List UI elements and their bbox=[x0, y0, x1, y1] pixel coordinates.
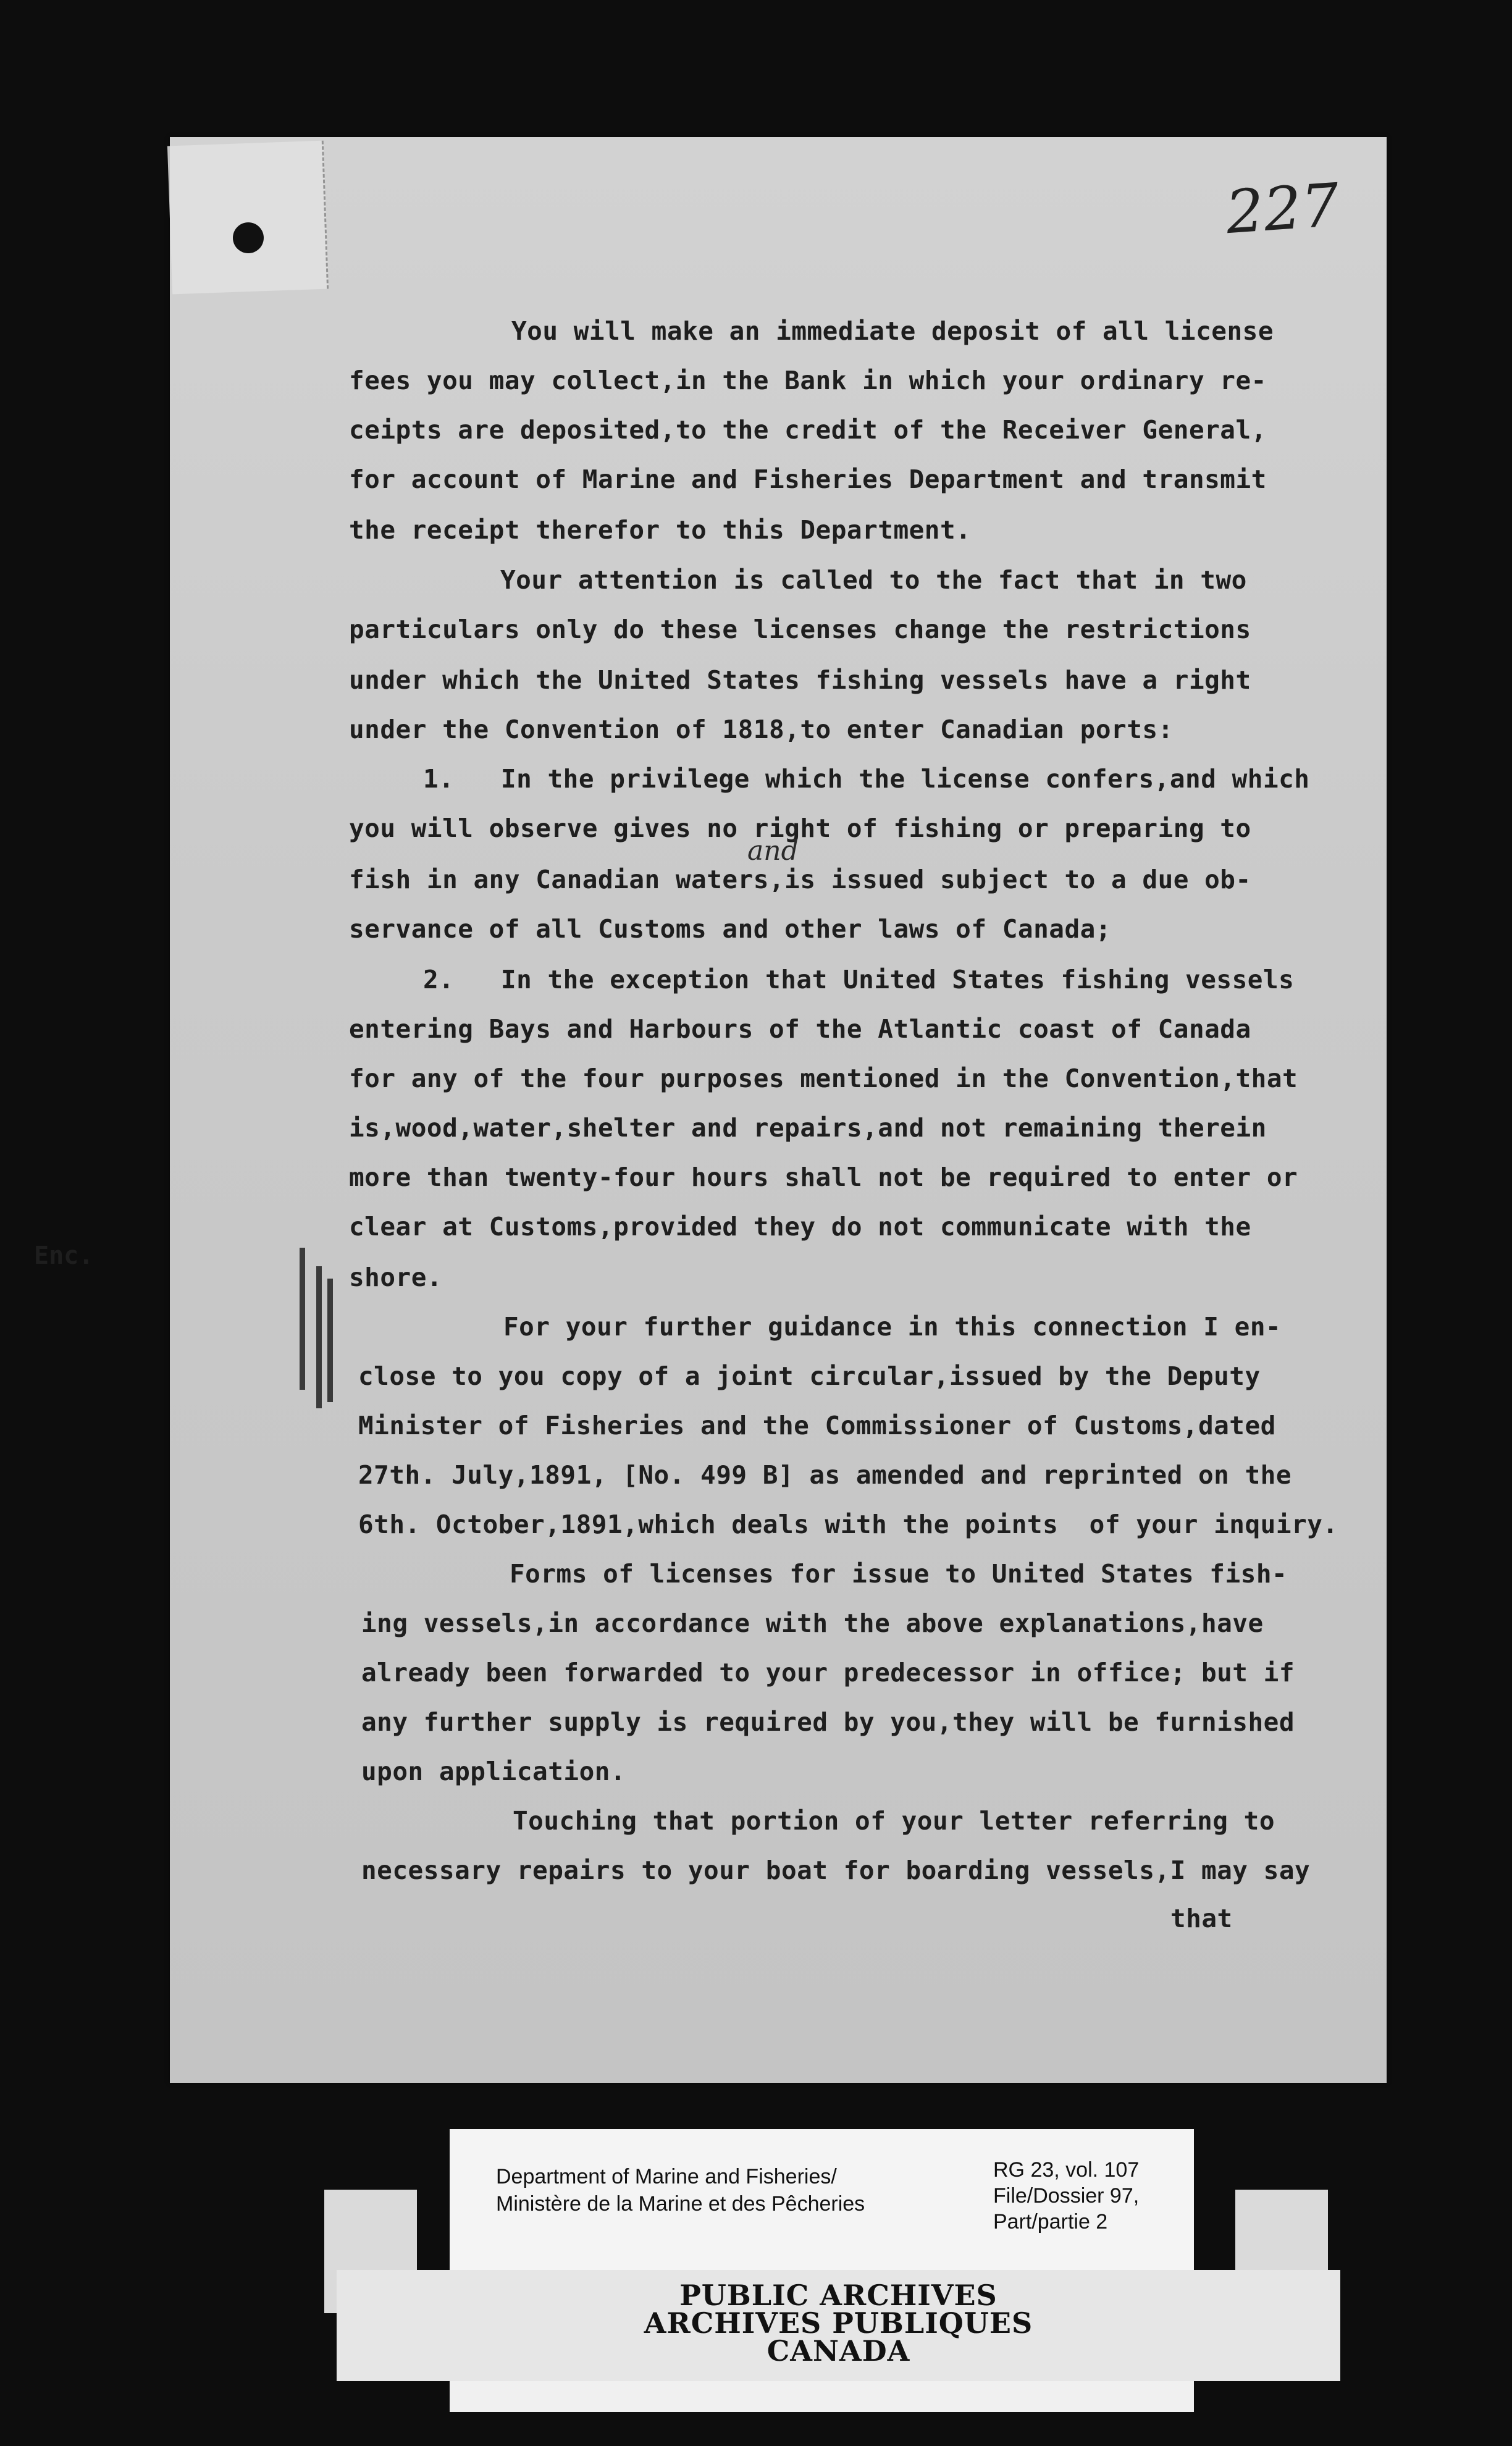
text-line: the receipt therefor to this Department. bbox=[349, 515, 972, 545]
text-line: under which the United States fishing vessels have a right bbox=[349, 665, 1251, 695]
text-line: already been forwarded to your predecessor in office; but if bbox=[361, 1658, 1295, 1687]
tape-corner bbox=[167, 141, 329, 295]
text-line: ceipts are deposited,to the credit of the Receiver General, bbox=[349, 415, 1267, 445]
text-line: you will observe gives no right of fishing or preparing to bbox=[349, 813, 1251, 843]
stamp-line-en: PUBLIC ARCHIVES bbox=[679, 2279, 998, 2312]
text-line: 27th. July,1891, [No. 499 B] as amended and reprinted on the bbox=[358, 1460, 1292, 1490]
archive-reference-label bbox=[450, 2129, 1194, 2271]
punch-hole bbox=[233, 222, 264, 253]
text-line: more than twenty-four hours shall not be required to enter or bbox=[349, 1162, 1298, 1192]
text-line: 1. In the privilege which the license confers,and which bbox=[423, 764, 1310, 794]
handwritten-insert: and bbox=[747, 835, 799, 867]
text-line: 2. In the exception that United States fishing vessels bbox=[423, 965, 1295, 994]
text-line: particulars only do these licenses change the restrictions bbox=[349, 615, 1251, 644]
reference-label bbox=[993, 2157, 1139, 2235]
margin-note: Enc. bbox=[34, 1242, 94, 1270]
department-en: Department of Marine and Fisheries/ bbox=[496, 2165, 837, 2188]
text-line: any further supply is required by you,they will be furnished bbox=[361, 1707, 1295, 1737]
text-line: You will make an immediate deposit of all license bbox=[511, 316, 1274, 346]
document-page bbox=[170, 137, 1387, 2083]
label-bottom-strip bbox=[450, 2381, 1194, 2412]
stamp-line-country: CANADA bbox=[766, 2334, 910, 2368]
text-line: close to you copy of a joint circular,issued by the Deputy bbox=[358, 1361, 1261, 1391]
margin-mark bbox=[300, 1248, 305, 1390]
text-line: fish in any Canadian waters,is issued subject to a due ob- bbox=[349, 865, 1251, 894]
text-line: servance of all Customs and other laws of Canada; bbox=[349, 914, 1112, 944]
reference-file: File/Dossier 97, bbox=[993, 2184, 1140, 2208]
text-line: entering Bays and Harbours of the Atlantic coast of Canada bbox=[349, 1014, 1251, 1044]
text-line: fees you may collect,in the Bank in which your ordinary re- bbox=[349, 366, 1267, 395]
text-line: clear at Customs,provided they do not communicate with the bbox=[349, 1212, 1251, 1242]
text-line: for any of the four purposes mentioned in the Convention,that bbox=[349, 1064, 1298, 1093]
margin-mark bbox=[316, 1266, 322, 1408]
text-line: Your attention is called to the fact that in two bbox=[500, 565, 1247, 595]
text-line: for account of Marine and Fisheries Department and transmit bbox=[349, 464, 1267, 494]
margin-mark bbox=[327, 1279, 333, 1402]
text-line: Touching that portion of your letter referring to bbox=[513, 1806, 1275, 1836]
text-line: 6th. October,1891,which deals with the points of your inquiry. bbox=[358, 1510, 1338, 1539]
department-fr: Ministère de la Marine et des Pêcheries bbox=[496, 2192, 865, 2216]
text-line: Minister of Fisheries and the Commissioner of Customs,dated bbox=[358, 1411, 1276, 1440]
reference-rg: RG 23, vol. 107 bbox=[993, 2158, 1140, 2182]
text-line: under the Convention of 1818,to enter Canadian ports: bbox=[349, 715, 1174, 744]
text-line: Forms of licenses for issue to United States fish- bbox=[510, 1559, 1288, 1589]
text-line: shore. bbox=[349, 1263, 443, 1292]
text-line: For your further guidance in this connection I en- bbox=[503, 1312, 1282, 1342]
text-line: ing vessels,in accordance with the above explanations,have bbox=[361, 1608, 1264, 1638]
public-archives-stamp bbox=[337, 2270, 1340, 2381]
text-line: that bbox=[1170, 1904, 1233, 1933]
text-line: is,wood,water,shelter and repairs,and not remaining therein bbox=[349, 1113, 1267, 1143]
department-label bbox=[496, 2163, 865, 2217]
folio-number: 227 bbox=[1224, 170, 1342, 248]
stamp-line-fr: ARCHIVES PUBLIQUES bbox=[644, 2306, 1033, 2340]
text-line: upon application. bbox=[361, 1757, 626, 1786]
text-line: necessary repairs to your boat for boarding vessels,I may say bbox=[361, 1856, 1311, 1885]
reference-part: Part/partie 2 bbox=[993, 2210, 1108, 2234]
